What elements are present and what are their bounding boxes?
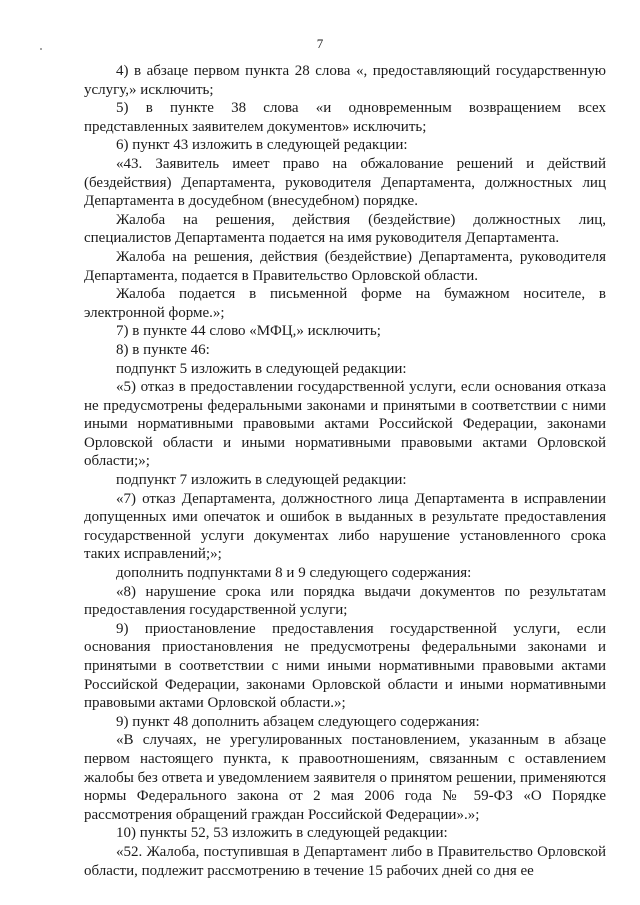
paragraph: «52. Жалоба, поступившая в Департамент либо в Правительство Орловской области, подлежит рассмотрению в течение 15 рабочих дней со дня ее	[84, 843, 606, 879]
page-number: 7	[316, 36, 324, 51]
paragraph: 5) в пункте 38 слова «и одновременным возвращением всех представленных заявителем документов» исключить;	[84, 100, 606, 135]
paragraph: дополнить подпунктами 8 и 9 следующего содержания:	[116, 565, 472, 582]
paragraph: Жалоба подается в письменной форме на бумажном носителе, в электронной форме.»;	[84, 286, 606, 321]
paragraph: 7) в пункте 44 слово «МФЦ,» исключить;	[116, 323, 381, 340]
paragraph: «В случаях, не урегулированных постановлением, указанным в абзаце первом настоящего пункта, к правоотношениям, связанным с оставлением жалобы без ответа и уведомлением заявителя о принятом решении, применяются нормы Федерального закона от 2 мая 2006 года № 59-ФЗ «О Порядке рассмотрения обращений граждан Российской Федерации».»;	[84, 732, 606, 823]
scan-speck	[40, 48, 42, 50]
paragraph: «43. Заявитель имеет право на обжалование решений и действий (бездействия) Департамента, руководителя Департамента, должностных лиц Департамента в досудебном (внесудебном) порядке.	[84, 155, 606, 210]
paragraph: Жалоба на решения, действия (бездействие) должностных лиц, специалистов Департамента подается на имя руководителя Департамента.	[84, 211, 606, 247]
paragraph: 4) в абзаце первом пункта 28 слова «, предоставляющий государственную услугу,» исключить;	[84, 63, 606, 98]
paragraph: «7) отказ Департамента, должностного лица Департамента в исправлении допущенных ими опечаток и ошибок в выданных в результате предоставления государственной услуги документах либо нарушение установленного срока таких исправлений;»;	[84, 490, 606, 563]
paragraph: 6) пункт 43 изложить в следующей редакции:	[116, 137, 408, 154]
paragraph: «8) нарушение срока или порядка выдачи документов по результатам предоставления государственной услуги;	[84, 583, 606, 619]
paragraph: 9) приостановление предоставления государственной услуги, если основания приостановления не предусмотрены федеральными законами и принятыми в соответствии с ними иными нормативными правовыми актами Российской Федерации, законами Орловской области и иными нормативными правовыми актами Орловской области.»;	[84, 620, 606, 712]
paragraph: 9) пункт 48 дополнить абзацем следующего содержания:	[116, 713, 480, 730]
paragraph: подпункт 7 изложить в следующей редакции:	[116, 472, 407, 489]
paragraph: «5) отказ в предоставлении государственной услуги, если основания отказа не предусмотрены федеральными законами и принятыми в соответствии с ними иными нормативными правовыми актами Российской Федерации, законами Орловской области и иными нормативными правовыми актами Орловской области;»;	[84, 379, 606, 470]
paragraph: 10) пункты 52, 53 изложить в следующей редакции:	[116, 825, 448, 842]
document-body	[84, 62, 606, 880]
paragraph: 8) в пункте 46:	[116, 341, 210, 358]
paragraph: Жалоба на решения, действия (бездействие) Департамента, руководителя Департамента, подается в Правительство Орловской области.	[84, 248, 606, 284]
paragraph: подпункт 5 изложить в следующей редакции:	[116, 360, 407, 377]
